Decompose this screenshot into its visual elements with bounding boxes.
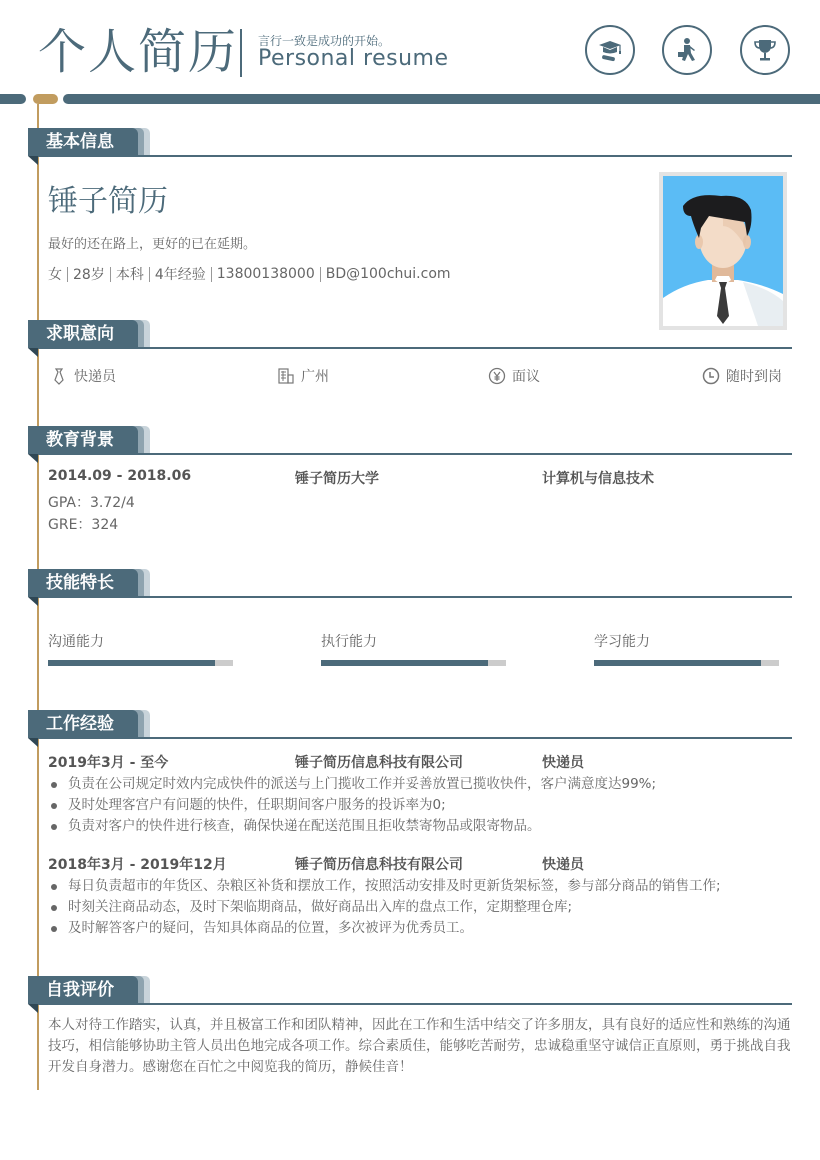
job-role: 快递员 xyxy=(542,857,584,873)
businessman-walking-icon xyxy=(662,25,712,75)
job-company: 锤子简历信息科技有限公司 xyxy=(295,857,463,873)
skill-label: 学习能力 xyxy=(594,634,650,650)
section-work-experience xyxy=(28,710,792,740)
list-item: 负责对客户的快件进行核查，确保快递在配送范围且拒收禁寄物品或限寄物品。 xyxy=(48,816,788,837)
section-title: 教育背景 xyxy=(28,426,138,454)
experience: 4年经验 xyxy=(154,267,206,283)
header-motto: 言行一致是成功的开始。 xyxy=(258,34,391,48)
skill-bar-fill xyxy=(594,660,761,666)
candidate-motto: 最好的还在路上，更好的已在延期。 xyxy=(48,237,257,252)
list-item: 时刻关注商品动态，及时下架临期商品，做好商品出入库的盘点工作，定期整理仓库; xyxy=(48,897,788,918)
intent-salary: 面议 xyxy=(488,366,540,386)
job-duties xyxy=(48,876,788,939)
gender: 女 xyxy=(48,267,62,283)
section-self-evaluation xyxy=(28,976,792,1006)
header-divider xyxy=(240,29,242,77)
degree: 本科 xyxy=(115,267,144,283)
job-period: 2018年3月 - 2019年12月 xyxy=(48,857,227,873)
header-bar-main xyxy=(63,94,820,104)
header-subtitle: Personal resume xyxy=(258,46,449,71)
section-job-intent xyxy=(28,320,792,350)
age: 28岁 xyxy=(73,267,105,283)
section-skills xyxy=(28,569,792,599)
job-duties xyxy=(48,774,788,837)
tie-icon xyxy=(50,367,68,385)
section-education xyxy=(28,426,792,456)
list-item: 负责在公司规定时效内完成快件的派送与上门揽收工作并妥善放置已揽收快件，客户满意度达99%; xyxy=(48,774,788,795)
skill-bar xyxy=(321,660,506,666)
section-title: 工作经验 xyxy=(28,710,138,738)
self-evaluation-text: 本人对待工作踏实，认真，并且极富工作和团队精神，因此在工作和生活中结交了许多朋友，具有良好的适应性和熟练的沟通技巧，相信能够协助主管人员出色地完成各项工作。综合素质佳，能够吃苦耐劳，忠诚稳重坚守诚信正直原则，勇于挑战自我开发自身潜力。感谢您在百忙之中阅览我的简历，静候佳音！ xyxy=(48,1017,791,1075)
building-icon xyxy=(277,367,295,385)
list-item: 及时解答客户的疑问，告知具体商品的位置，多次被评为优秀员工。 xyxy=(48,918,788,939)
intent-position: 快递员 xyxy=(50,366,116,386)
clock-icon xyxy=(702,367,720,385)
candidate-name: 锤子简历 xyxy=(48,184,168,219)
education-gre: GRE：324 xyxy=(48,517,119,533)
job-role: 快递员 xyxy=(542,755,584,771)
job-company: 锤子简历信息科技有限公司 xyxy=(295,755,463,771)
list-item: 每日负责超市的年货区、杂粮区补货和摆放工作，按照活动安排及时更新货架标签，参与部分商品的销售工作; xyxy=(48,876,788,897)
intent-availability: 随时到岗 xyxy=(702,366,782,386)
education-period: 2014.09 - 2018.06 xyxy=(48,468,192,484)
header-bar-left xyxy=(0,94,26,104)
section-title: 技能特长 xyxy=(28,569,138,597)
intent-city: 广州 xyxy=(277,366,329,386)
avatar xyxy=(659,172,787,330)
basic-info-line xyxy=(48,264,451,284)
section-title: 基本信息 xyxy=(28,128,138,156)
skill-bar xyxy=(48,660,233,666)
job-period: 2019年3月 - 至今 xyxy=(48,755,169,771)
graduation-cap-icon xyxy=(585,25,635,75)
skill-bar-fill xyxy=(48,660,215,666)
section-basic-info xyxy=(28,128,792,158)
yen-icon xyxy=(488,367,506,385)
section-title: 自我评价 xyxy=(28,976,138,1004)
skill-bar xyxy=(594,660,779,666)
header-bar-gold xyxy=(33,94,58,104)
phone: 13800138000 xyxy=(216,266,315,282)
skill-bar-fill xyxy=(321,660,488,666)
skill-label: 执行能力 xyxy=(321,634,377,650)
education-major: 计算机与信息技术 xyxy=(542,471,654,487)
education-school: 锤子简历大学 xyxy=(295,471,379,487)
section-title: 求职意向 xyxy=(28,320,138,348)
trophy-icon xyxy=(740,25,790,75)
page-title: 个人简历 xyxy=(38,24,239,80)
skill-label: 沟通能力 xyxy=(48,634,104,650)
email: BD@100chui.com xyxy=(325,266,451,282)
education-gpa: GPA：3.72/4 xyxy=(48,495,135,511)
list-item: 及时处理客宫户有问题的快件，任职期间客户服务的投诉率为0; xyxy=(48,795,788,816)
